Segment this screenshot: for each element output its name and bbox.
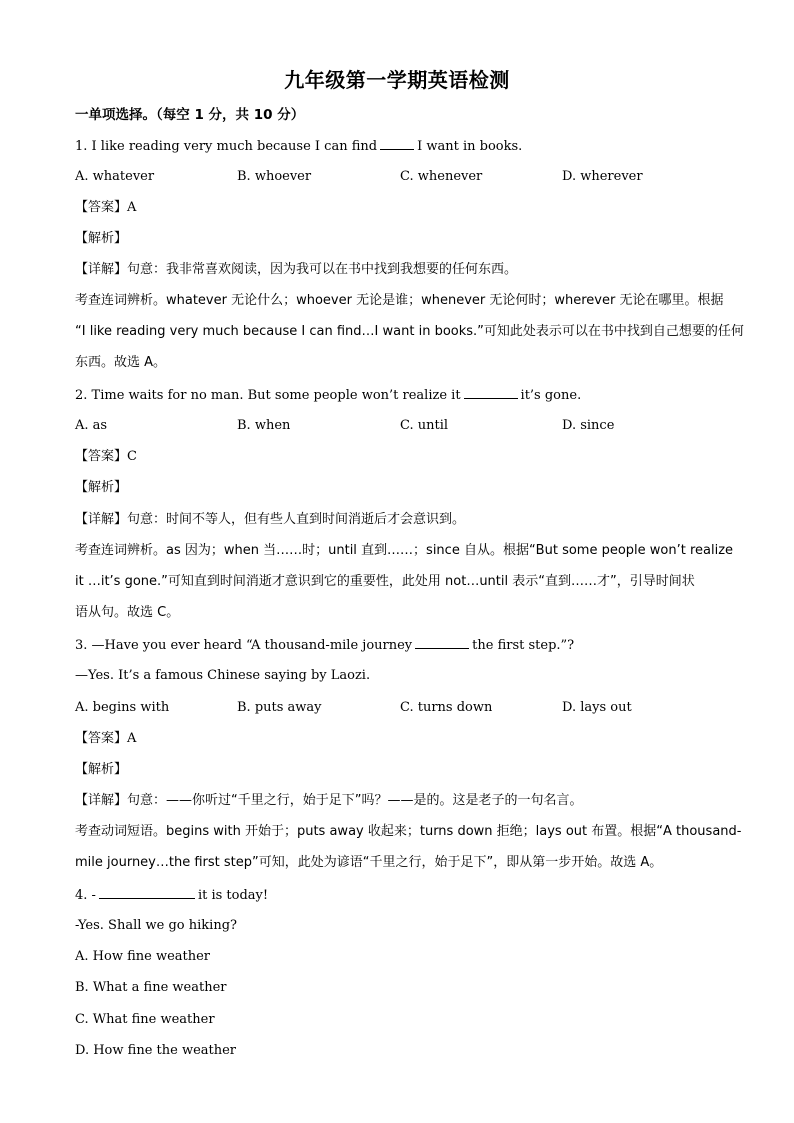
- answer-value: A: [127, 731, 137, 746]
- question-4-stem: [75, 886, 268, 905]
- q2-option-c: C. until: [400, 418, 449, 433]
- q1-explanation-line: 考查连词辨析。whatever 无论什么；whoever 无论是谁；whenever 无论何时；wherever 无论在哪里。根据: [75, 293, 724, 308]
- detail-label: 【详解】: [75, 262, 128, 277]
- detail-text: 句意：我非常喜欢阅读，因为我可以在书中找到我想要的任何东西。: [127, 262, 518, 277]
- q2-explanation-line: 语从句。故选 C。: [75, 605, 180, 620]
- q3-detail: [75, 792, 583, 810]
- answer-label: 【答案】: [75, 731, 128, 746]
- q1-option-a: A. whatever: [75, 169, 155, 184]
- answer-blank: [99, 886, 195, 899]
- answer-label: 【答案】: [75, 200, 128, 215]
- q2-answer: [75, 448, 137, 466]
- question-3-stem-end: the first step.”?: [472, 638, 575, 653]
- q3-explanation-line: mile journey…the first step”可知，此处为谚语“千里之行，始于足下”，即从第一步开始。故选 A。: [75, 855, 663, 870]
- q4-option-c: C. What fine weather: [75, 1012, 215, 1027]
- question-4-stem-start: 4. -: [75, 888, 96, 903]
- page-title: 九年级第一学期英语检测: [284, 68, 510, 92]
- question-3-stem-start: 3. —Have you ever heard “A thousand-mile journey: [75, 638, 413, 653]
- question-2-stem-start: 2. Time waits for no man. But some people won’t realize it: [75, 388, 461, 403]
- q1-option-d: D. wherever: [562, 169, 643, 184]
- question-2-stem-end: it’s gone.: [520, 388, 582, 403]
- answer-value: A: [127, 200, 137, 215]
- q1-explanation-line: 东西。故选 A。: [75, 355, 167, 370]
- q4-option-d: D. How fine the weather: [75, 1043, 237, 1058]
- detail-label: 【详解】: [75, 512, 128, 527]
- q2-explanation-line: it …it’s gone.”可知直到时间消逝才意识到它的重要性，此处用 not…until 表示“直到……才”，引导时间状: [75, 574, 695, 589]
- question-1-stem-end: I want in books.: [417, 139, 523, 154]
- question-3-reply: —Yes. It’s a famous Chinese saying by Laozi.: [75, 668, 371, 683]
- q3-option-b: B. puts away: [237, 700, 322, 715]
- q2-option-b: B. when: [237, 418, 291, 433]
- answer-label: 【答案】: [75, 449, 128, 464]
- answer-blank: [380, 137, 414, 150]
- q3-option-c: C. turns down: [400, 700, 493, 715]
- q3-option-d: D. lays out: [562, 700, 632, 715]
- q1-analysis-label: 【解析】: [75, 231, 128, 246]
- section-heading: 一单项选择。（每空 1 分，共 10 分）: [75, 107, 305, 123]
- q2-analysis-label: 【解析】: [75, 480, 128, 495]
- q2-explanation-line: 考查连词辨析。as 因为；when 当……时；until 直到……；since 自从。根据“But some people won’t realize: [75, 543, 734, 558]
- question-2-stem: [75, 386, 581, 405]
- question-4-reply: -Yes. Shall we go hiking?: [75, 918, 237, 933]
- q1-explanation-line: “I like reading very much because I can find…I want in books.”可知此处表示可以在书中找到自己想要的任何: [75, 324, 744, 339]
- q1-detail: [75, 261, 517, 279]
- question-3-stem: [75, 636, 574, 655]
- q1-option-c: C. whenever: [400, 169, 483, 184]
- detail-text: 句意：时间不等人，但有些人直到时间消逝后才会意识到。: [127, 512, 466, 527]
- q2-option-a: A. as: [75, 418, 108, 433]
- q1-option-b: B. whoever: [237, 169, 312, 184]
- question-4-stem-end: it is today!: [197, 888, 269, 903]
- detail-text: 句意：——你听过“千里之行，始于足下”吗？——是的。这是老子的一句名言。: [127, 793, 583, 808]
- q2-option-d: D. since: [562, 418, 615, 433]
- q3-answer: [75, 730, 136, 748]
- answer-blank: [464, 386, 518, 399]
- q2-detail: [75, 511, 465, 529]
- detail-label: 【详解】: [75, 793, 128, 808]
- answer-value: C: [127, 449, 137, 464]
- q1-answer: [75, 199, 136, 217]
- q4-option-a: A. How fine weather: [75, 949, 211, 964]
- q3-explanation-line: 考查动词短语。begins with 开始于；puts away 收起来；turns down 拒绝；lays out 布置。根据“A thousand-: [75, 824, 742, 839]
- question-1-stem: [75, 137, 522, 156]
- q4-option-b: B. What a fine weather: [75, 980, 227, 995]
- q3-analysis-label: 【解析】: [75, 762, 128, 777]
- question-1-stem-start: 1. I like reading very much because I can find: [75, 139, 378, 154]
- q3-option-a: A. begins with: [75, 700, 170, 715]
- answer-blank: [415, 636, 469, 649]
